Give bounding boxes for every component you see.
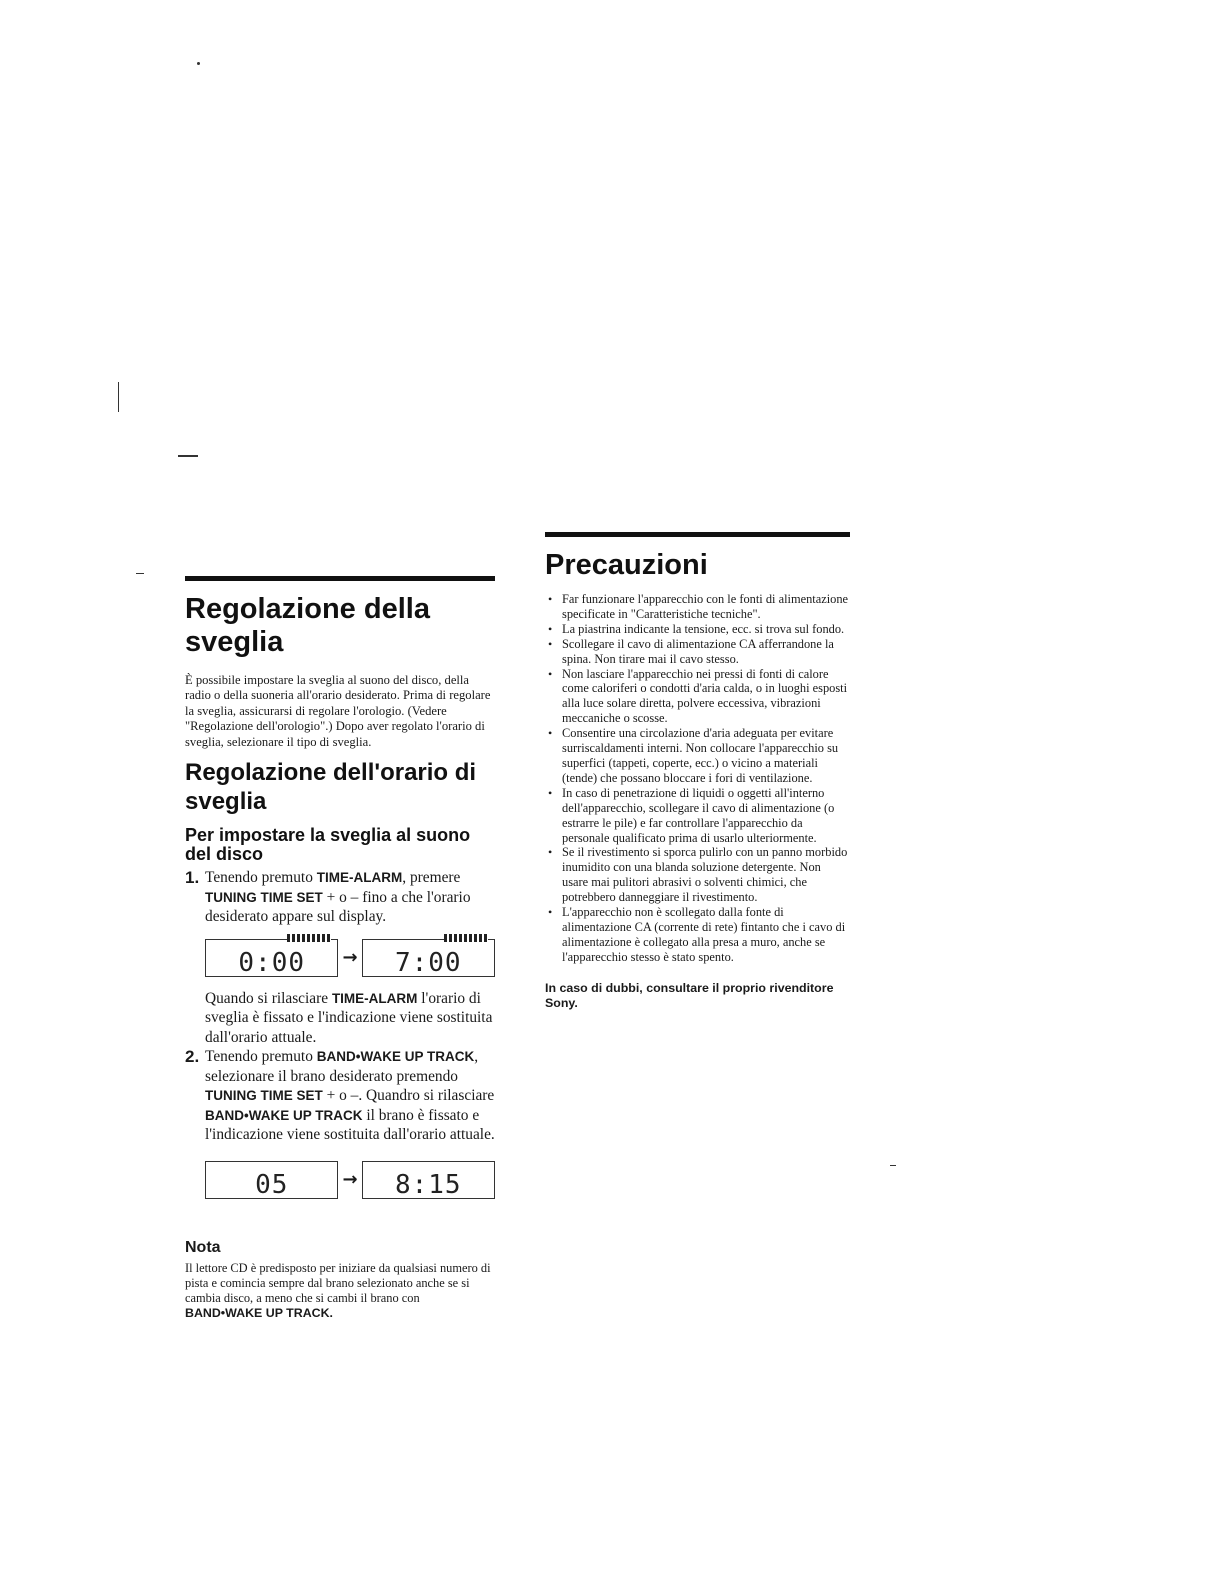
list-item: • Scollegare il cavo di alimentazione CA afferrandone la spina. Non tirare mai il cavo stesso. xyxy=(545,637,850,667)
step-result-text: Quando si rilasciare TIME-ALARM l'orario di sveglia è fissato e l'indicazione viene sostituita dall'orario attuale. xyxy=(205,989,493,1046)
list-item: • Non lasciare l'apparecchio nei pressi di fonti di calore come caloriferi o condotti d'aria calda, o in luoghi esposti alla luce solare diretta, polvere eccessiva, vibrazioni meccaniche o scosse. xyxy=(545,667,850,727)
note-title: Nota xyxy=(185,1238,221,1256)
subsection-title: Regolazione dell'orario di sveglia xyxy=(185,759,477,816)
scan-mark xyxy=(197,62,200,65)
list-item: • L'apparecchio non è scollegato dalla fonte di alimentazione CA (corrente di rete) fintanto che i cavo di alimentazione è collegato alla presa a muro, anche se l'apparecchio stesso è stato spento. xyxy=(545,905,850,965)
step-2 xyxy=(185,1047,495,1199)
precautions-section xyxy=(545,532,850,1012)
scan-mark xyxy=(136,573,144,574)
list-item: • La piastrina indicante la tensione, ecc. si trova sul fondo. xyxy=(545,622,850,637)
section-title: Regolazione della sveglia xyxy=(185,593,430,658)
lcd-display-after: 7:00 xyxy=(362,939,495,977)
list-item: • Far funzionare l'apparecchio con le fonti di alimentazione specificate in "Caratteristiche tecniche". xyxy=(545,592,850,622)
procedure-title: Per impostare la sveglia al suono del disco xyxy=(185,825,471,865)
alarm-indicator-icon xyxy=(287,934,331,942)
section-rule xyxy=(185,576,495,581)
note-text: Il lettore CD è predisposto per iniziare da qualsiasi numero di pista e comincia sempre dal brano selezionato anche se si cambia disco, a meno che si cambi il brano con BAND•WAKE UP TRACK. xyxy=(185,1260,491,1321)
scan-mark xyxy=(890,1165,896,1166)
scan-mark xyxy=(178,455,198,457)
intro-paragraph: È possibile impostare la sveglia al suono del disco, della radio o della suoneria all'orario desiderato. Prima di regolare la sveglia, assicurarsi di regolare l'orologio. (Vedere "Regolazione dell'orologio".) Dopo aver regolato l'orario di sveglia, selezionare il tipo di sveglia. xyxy=(185,673,491,749)
list-item: • Se il rivestimento si sporca pulirlo con un panno morbido inumidito con una blanda soluzione detergente. Non usare mai pulitori abrasivi o solventi chimici, che potrebbero danneggiare il rivestimento. xyxy=(545,845,850,905)
closing-note: In caso di dubbi, consultare il proprio rivenditore Sony. xyxy=(545,980,834,1011)
section-title: Precauzioni xyxy=(545,549,708,581)
precautions-list xyxy=(545,592,850,965)
step-number: 2. xyxy=(185,1047,200,1067)
step-text: Tenendo premuto BAND•WAKE UP TRACK, selezionare il brano desiderato premendo TUNING TIME SET + o –. Quandro si rilasciare BAND•WAKE UP TRACK il brano è fissato e l'indicazione viene sostituita dall'orario attuale. xyxy=(205,1048,495,1144)
step-list xyxy=(185,868,495,1199)
display-illustration xyxy=(205,939,495,977)
list-item: • In caso di penetrazione di liquidi o oggetti all'interno dell'apparecchio, scollegare il cavo di alimentazione (o estrarre le pile) e far controllare l'apparecchio da personale qualificato prima di usarlo ulteriormente. xyxy=(545,786,850,846)
lcd-display-before: 0:00 xyxy=(205,939,338,977)
scan-mark xyxy=(118,382,119,412)
arrow-right-icon: → xyxy=(342,946,358,968)
list-item: • Consentire una circolazione d'aria adeguata per evitare surriscaldamenti interni. Non collocare l'apparecchio su superfici (tappeti, coperte, ecc.) o vicino a materiali (tende) che possano bloccare i fori di ventilazione. xyxy=(545,726,850,786)
section-rule xyxy=(545,532,850,537)
alarm-indicator-icon xyxy=(444,934,488,942)
alarm-setting-section xyxy=(185,576,495,1322)
step-text: Tenendo premuto TIME-ALARM, premere TUNING TIME SET + o – fino a che l'orario desiderato appare sul display. xyxy=(205,869,471,926)
lcd-display-after: 8:15 xyxy=(362,1161,495,1199)
step-number: 1. xyxy=(185,868,200,888)
lcd-display-before: 05 xyxy=(205,1161,338,1199)
arrow-right-icon: → xyxy=(342,1168,358,1190)
step-1 xyxy=(185,868,495,1047)
display-illustration xyxy=(205,1161,495,1199)
